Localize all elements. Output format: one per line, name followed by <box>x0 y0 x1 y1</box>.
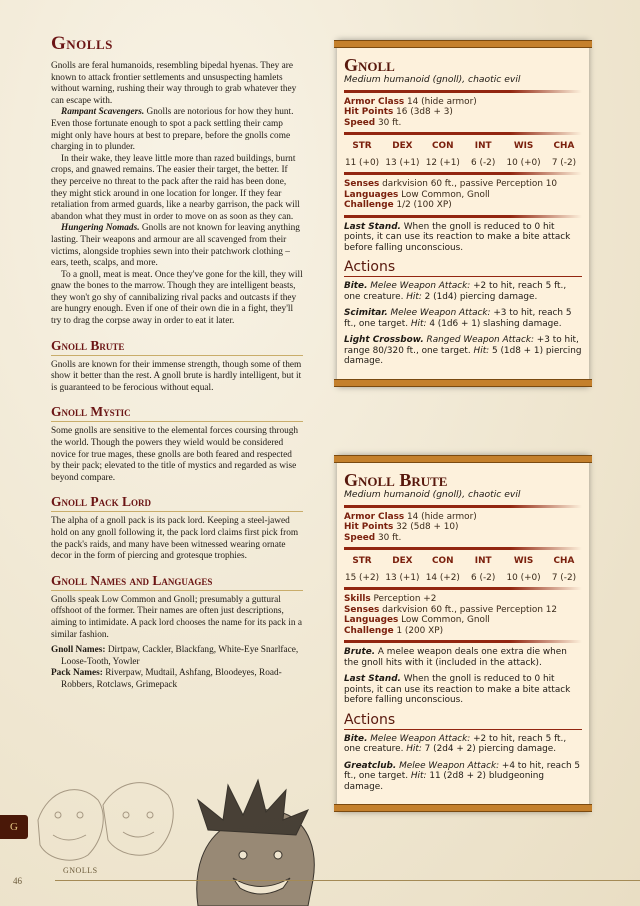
ability-int: INT 6 (-2) <box>471 141 496 168</box>
gnoll-action-bite: Bite. Melee Weapon Attack: +2 to hit, reach 5 ft., one creature. Hit: 2 (1d4) piercing damage. <box>344 281 567 302</box>
nomads-paragraph: Hungering Nomads. Gnolls are not known for leaving anything lasting. Their weapons and armour are all scavenged from their victims, alongside trophies sewn into their patchwork clothing – ears, teeth, scalps, and more. <box>51 223 300 269</box>
ability-str: STR 11 (+0) <box>344 141 380 168</box>
ability-dex: DEX 13 (+1) <box>385 556 420 583</box>
names-heading: Gnoll Names and Languages <box>51 573 303 591</box>
pack-lord-paragraph: The alpha of a gnoll pack is its pack lord. Keeping a steel-jawed hold on any gnoll following it, the pack lord claims first pick from the pack's raids, and many have been witnessed wearing ornate decor in the form of piercing and grotesque trophies. <box>51 516 299 562</box>
divider <box>344 172 582 175</box>
ability-con: CON 14 (+2) <box>425 556 460 583</box>
gnoll-action-scimitar: Scimitar. Melee Weapon Attack: +3 to hit, reach 5 ft., one target. Hit: 4 (1d6 + 1) slashing damage. <box>344 308 572 329</box>
meat-paragraph: To a gnoll, meat is meat. Once they've gone for the kill, they will gnaw the bones to the marrow. Though they are intelligent beasts, they won't go shy of cannibalizing rival packs and outcasts if they are hungry enough. Even if one of their own die in a fight, they'll try to drag the corpse away in order to eat it later. <box>51 269 303 327</box>
gnoll-senses: Senses darkvision 60 ft., passive Perception 10 <box>344 179 558 189</box>
brute-type: Medium humanoid (gnoll), chaotic evil <box>344 489 521 500</box>
gnoll-ac: Armor Class 14 (hide armor) <box>344 96 477 107</box>
gnoll-hp: Hit Points 16 (3d8 + 3) <box>344 107 453 117</box>
page-title: Gnolls <box>51 33 113 54</box>
intro-paragraph: Gnolls are feral humanoids, resembling bipedal hyenas. They are known to attack frontier settlements and unsuspecting hamlets without warning, rushing their way through to grab whatever they can escape with. <box>51 61 297 106</box>
gnoll-trait-last-stand: Last Stand. When the gnoll is reduced to 0 hit points, it can use its reaction to make a bite attack before falling unconscious. <box>344 221 571 253</box>
ability-cha: CHA 7 (-2) <box>551 141 577 168</box>
gnoll-brute-stat-block <box>337 455 589 812</box>
brute-heading: Gnoll Brute <box>51 338 303 356</box>
footer-rule <box>55 880 640 881</box>
divider <box>344 547 582 550</box>
gnoll-challenge: Challenge 1/2 (100 XP) <box>344 200 452 210</box>
scavengers-paragraph: Rampant Scavengers. Gnolls are notorious for how they hunt. Even those fortunate enough to spot a pack settling their camp might only have hours at best to prepare, before the gnolls come charging in to plunder. <box>51 107 294 153</box>
stat-block-bottom-bar <box>334 804 592 812</box>
brute-trait-brute: Brute. A melee weapon deals one extra die when the gnoll hits with it (included in the attack). <box>344 647 567 668</box>
gnoll-name: Gnoll <box>344 55 395 75</box>
gnoll-languages: Languages Low Common, Gnoll <box>344 189 490 200</box>
brute-ability-scores <box>344 556 582 583</box>
names-paragraph: Gnolls speak Low Common and Gnoll; presumably a guttural offshoot of the former. Their names are often just descriptions, aiming to intimidate. A pack lord chooses the name for its pack in a similar fashion. <box>51 594 302 640</box>
gnoll-stat-block <box>337 40 589 387</box>
stat-block-top-bar <box>334 40 592 48</box>
brute-paragraph: Gnolls are known for their immense strength, though some of them show it better than the rest. A gnoll brute is hardly intelligent, but it is guaranteed to be ferocious without equal. <box>51 359 302 393</box>
ability-wis: WIS 10 (+0) <box>506 556 541 583</box>
left-column <box>51 33 303 692</box>
divider <box>344 90 582 93</box>
brute-senses: Senses darkvision 60 ft., passive Perception 12 <box>344 604 558 615</box>
ability-wis: WIS 10 (+0) <box>506 141 541 168</box>
stat-block-bottom-bar <box>334 379 592 387</box>
footer-section-label: GNOLLS <box>63 866 98 875</box>
brute-actions-heading: Actions <box>344 712 582 730</box>
gnoll-actions-heading: Actions <box>344 259 582 277</box>
brute-action-bite: Bite. Melee Weapon Attack: +2 to hit, reach 5 ft., one creature. Hit: 7 (2d4 + 2) piercing damage. <box>344 733 567 754</box>
gnoll-artwork <box>28 760 358 906</box>
divider <box>344 505 582 508</box>
brute-name: Gnoll Brute <box>344 470 448 490</box>
page-number: 46 <box>13 876 22 886</box>
scavengers-label: Rampant Scavengers. <box>61 107 145 118</box>
divider <box>344 640 582 643</box>
divider <box>344 215 582 218</box>
pack-lord-heading: Gnoll Pack Lord <box>51 494 303 512</box>
brute-trait-last-stand: Last Stand. When the gnoll is reduced to 0 hit points, it can use its reaction to make a bite attack before falling unconscious. <box>344 674 571 705</box>
nomads-label: Hungering Nomads. <box>61 223 140 234</box>
mystic-paragraph: Some gnolls are sensitive to the elemental forces coursing through the world. Though the powers they wield would be considered novice for true mages, these gnolls are both feared and respected by their pack; elevated to the title of mystics and regarded as wise beyond compare. <box>51 426 299 483</box>
brute-ac: Armor Class 14 (hide armor) <box>344 511 477 522</box>
wake-paragraph: In their wake, they leave little more than razed buildings, burnt crops, and gnawed remains. The easier their target, the better. If they perceive no threat to the pack after the raid has been done, they might stick around in one location for longer. If they fear retaliation from armed guards, like a nearby garrison, the pack will abandon what they must in order to move on as soon as they can. <box>51 153 300 222</box>
brute-challenge: Challenge 1 (200 XP) <box>344 625 444 636</box>
stat-block-top-bar <box>334 455 592 463</box>
gnoll-action-crossbow: Light Crossbow. Ranged Weapon Attack: +3 to hit, range 80/320 ft., one target. Hit: 5 (1d8 + 1) piercing damage. <box>344 335 582 366</box>
names-list <box>51 645 303 691</box>
brute-speed: Speed 30 ft. <box>344 532 402 543</box>
ability-int: INT 6 (-2) <box>471 556 496 583</box>
ability-str: STR 15 (+2) <box>344 556 380 583</box>
chapter-tab: G <box>0 815 28 839</box>
divider <box>344 132 582 135</box>
brute-action-greatclub: Greatclub. Melee Weapon Attack: +4 to hit, reach 5 ft., one target. Hit: 11 (2d8 + 2) bludgeoning damage. <box>344 760 581 792</box>
pack-names: Pack Names: Riverpaw, Mudtail, Ashfang, Bloodeyes, Road-Robbers, Rotclaws, Grimepack <box>51 668 282 690</box>
divider <box>344 587 582 590</box>
brute-hp: Hit Points 32 (5d8 + 10) <box>344 522 459 532</box>
ability-dex: DEX 13 (+1) <box>385 141 420 168</box>
brute-languages: Languages Low Common, Gnoll <box>344 615 490 625</box>
gnoll-ability-scores <box>344 141 582 168</box>
brute-skills: Skills Perception +2 <box>344 594 437 604</box>
ability-con: CON 12 (+1) <box>425 141 460 168</box>
ability-cha: CHA 7 (-2) <box>551 556 577 583</box>
gnoll-speed: Speed 30 ft. <box>344 117 402 128</box>
mystic-heading: Gnoll Mystic <box>51 404 303 422</box>
gnoll-names: Gnoll Names: Dirtpaw, Cackler, Blackfang, White-Eye Snarlface, Loose-Tooth, Yowler <box>51 645 299 667</box>
gnoll-type: Medium humanoid (gnoll), chaotic evil <box>344 74 521 85</box>
